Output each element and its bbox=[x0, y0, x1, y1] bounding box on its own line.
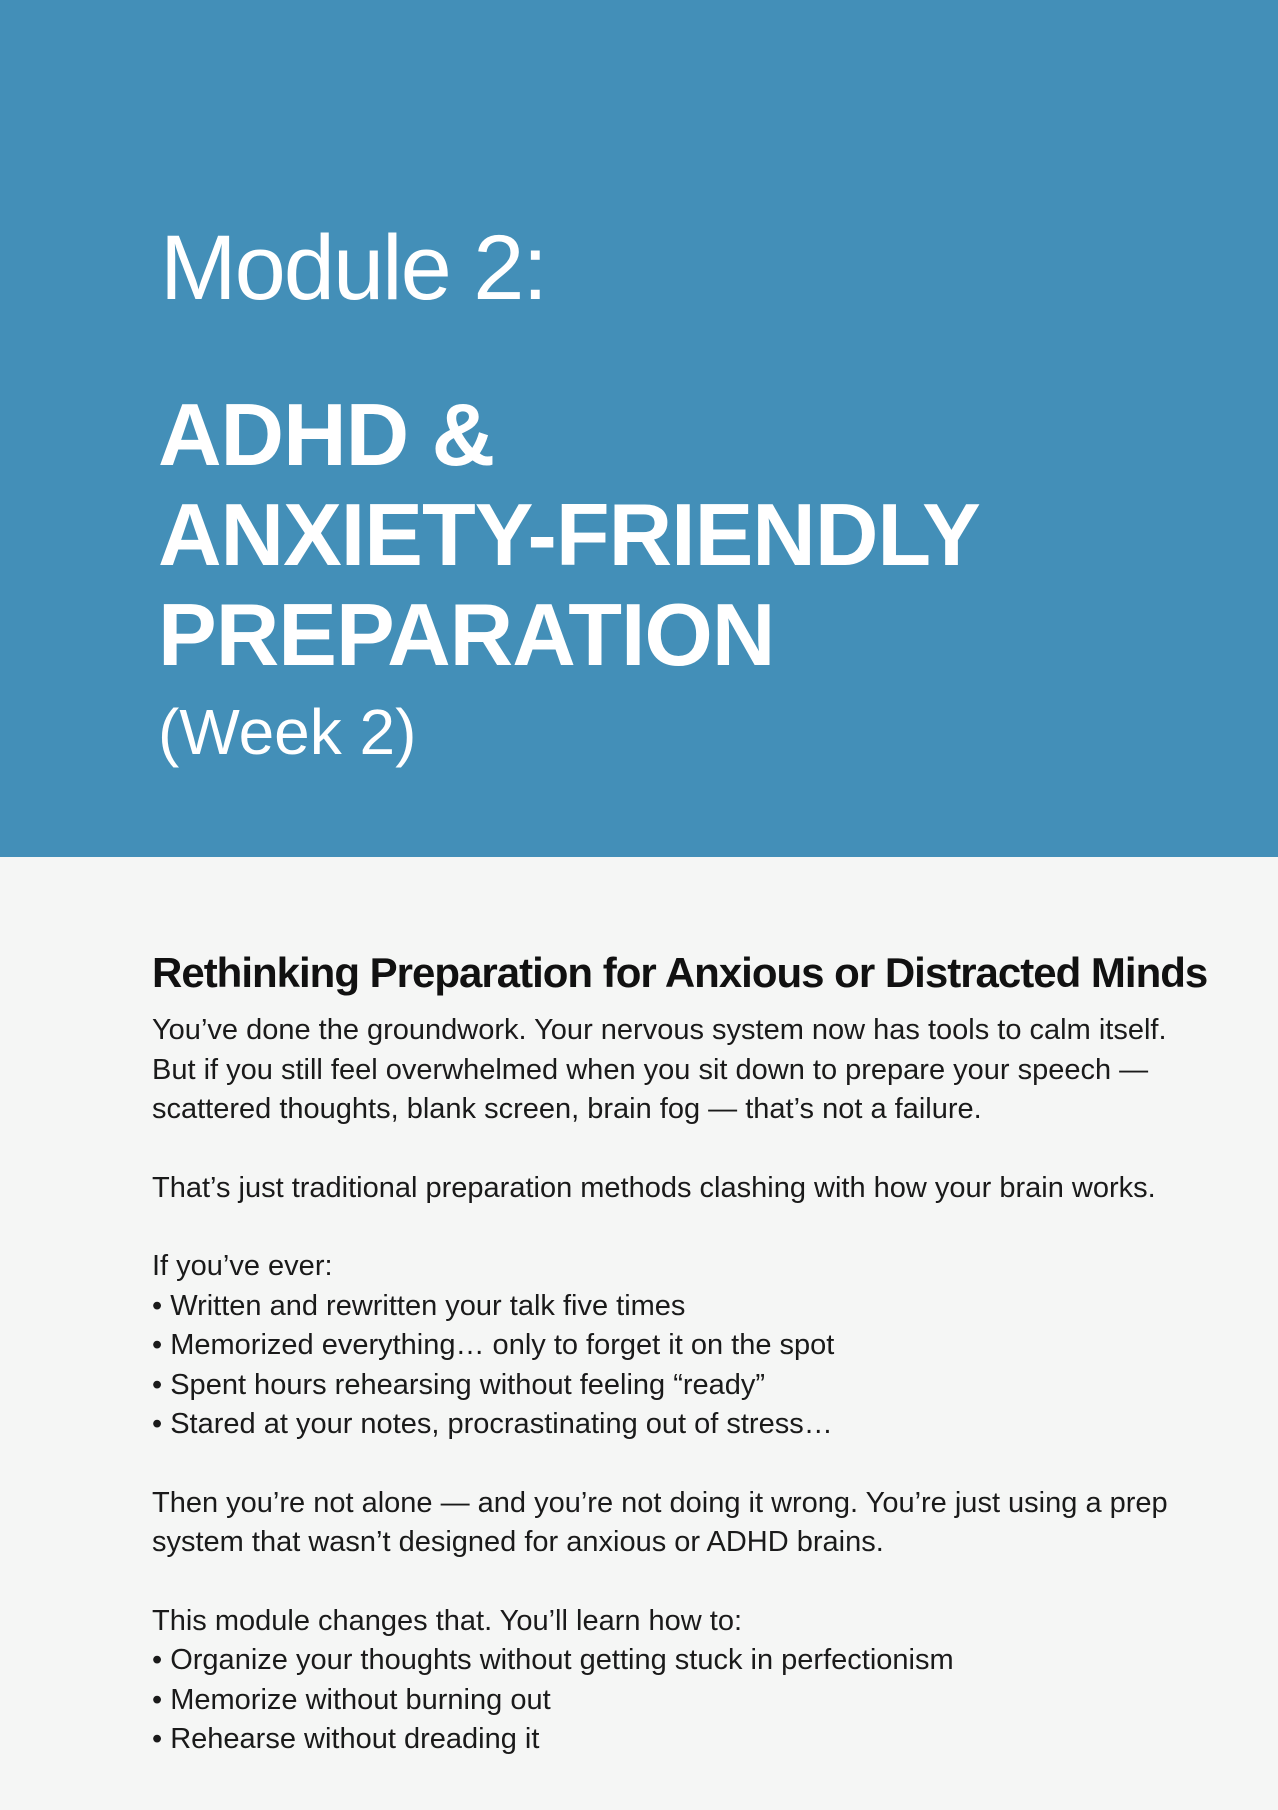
clash-paragraph: That’s just traditional preparation methods clashing with how your brain works. bbox=[152, 1171, 1156, 1204]
list-item: • Rehearse without dreading it bbox=[152, 1720, 1212, 1760]
not-alone-paragraph: Then you’re not alone — and you’re not doing it wrong. You’re just using a prep system that wasn’t designed for anxious or ADHD brains. bbox=[152, 1486, 1168, 1558]
list-item: • Spent hours rehearsing without feeling “ready” bbox=[152, 1366, 1212, 1406]
list-item: • Stared at your notes, procrastinating out of stress… bbox=[152, 1405, 1212, 1445]
module-title-line: ANXIETY-FRIENDLY bbox=[158, 485, 980, 584]
section-heading: Rethinking Preparation for Anxious or Distracted Minds bbox=[152, 949, 1208, 996]
learn-bullet-list bbox=[152, 1641, 1212, 1760]
module-title-line: ADHD & bbox=[158, 385, 495, 484]
list-item: • Written and rewritten your talk five times bbox=[152, 1287, 1212, 1327]
intro-paragraph: You’ve done the groundwork. Your nervous system now has tools to calm itself. But if you still feel overwhelmed when you sit down to prepare your speech — scattered thoughts, blank screen, brain fog — that’s not a failure. bbox=[152, 1014, 1167, 1125]
module-title bbox=[158, 385, 980, 685]
learn-lead-text: This module changes that. You’ll learn how to: bbox=[152, 1604, 743, 1637]
list-item: • Organize your thoughts without getting stuck in perfectionism bbox=[152, 1641, 1212, 1681]
module-body bbox=[152, 945, 1212, 1799]
list-item: • Memorize without burning out bbox=[152, 1681, 1212, 1721]
module-header-banner bbox=[0, 0, 1278, 857]
week-label: (Week 2) bbox=[158, 696, 417, 768]
if-lead-text: If you’ve ever: bbox=[152, 1250, 333, 1282]
module-label: Module 2: bbox=[160, 217, 547, 319]
if-bullet-list bbox=[152, 1287, 1212, 1445]
module-title-line: PREPARATION bbox=[158, 585, 775, 684]
list-item: • Memorized everything… only to forget it on the spot bbox=[152, 1326, 1212, 1366]
